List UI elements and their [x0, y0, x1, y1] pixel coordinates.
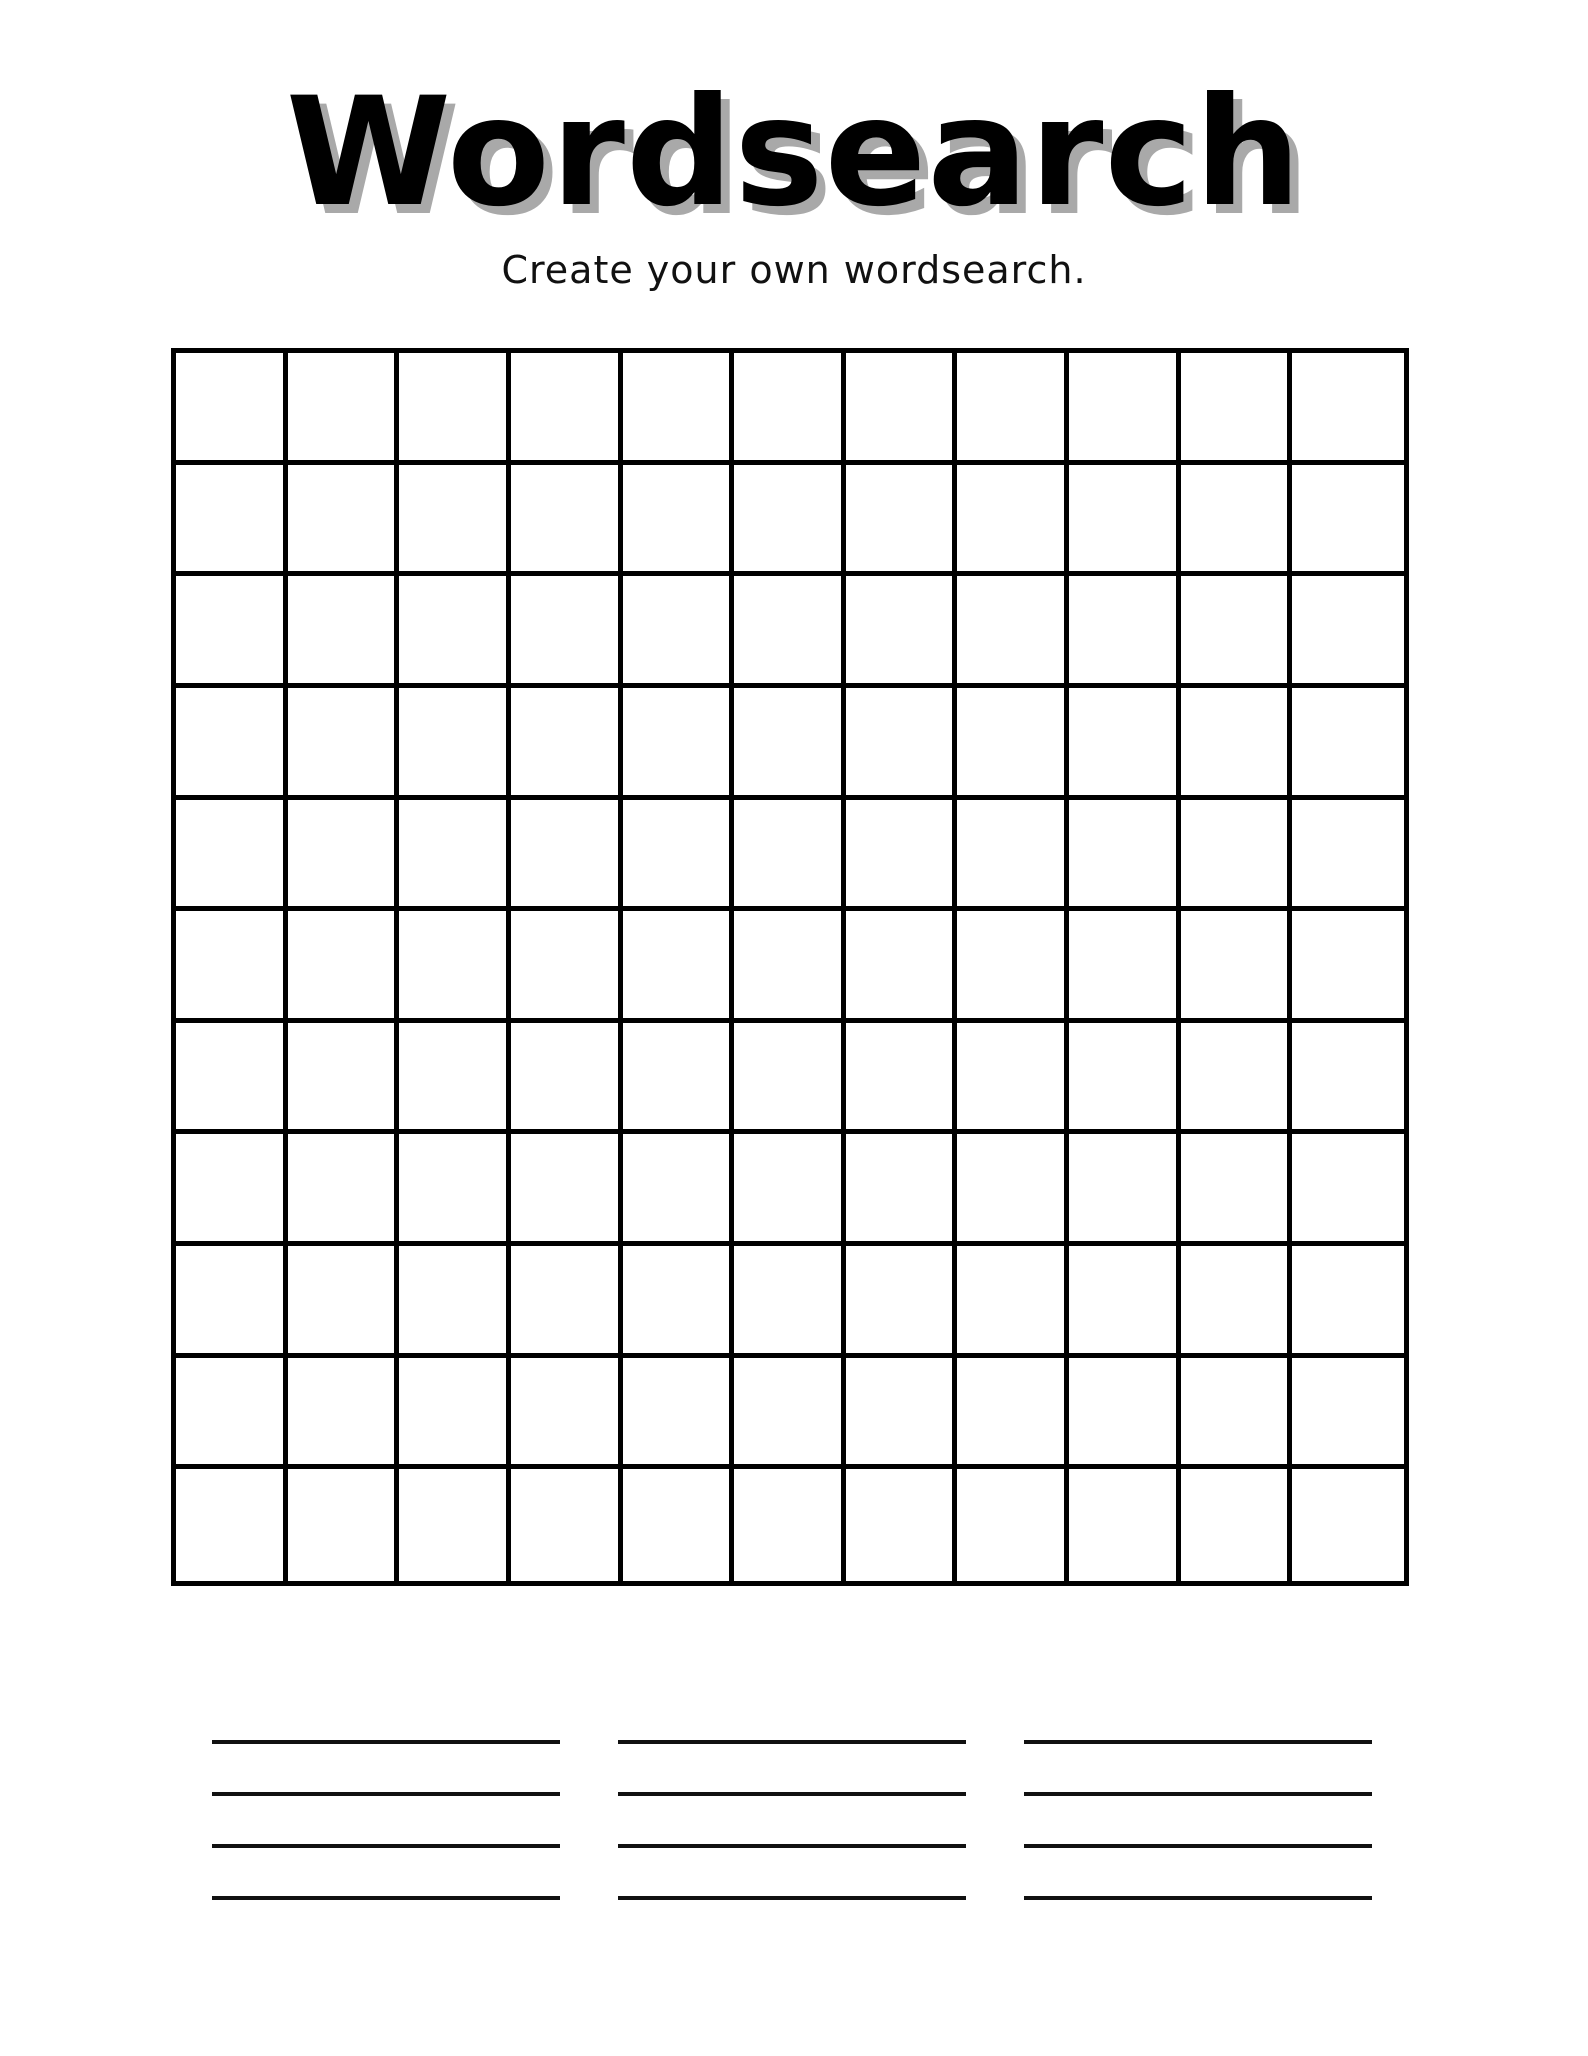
- grid-cell[interactable]: [176, 688, 288, 800]
- grid-cell[interactable]: [511, 1134, 623, 1246]
- grid-cell[interactable]: [288, 1023, 400, 1135]
- grid-cell[interactable]: [511, 1246, 623, 1358]
- grid-cell[interactable]: [288, 911, 400, 1023]
- grid-cell[interactable]: [734, 576, 846, 688]
- grid-cell[interactable]: [511, 1469, 623, 1581]
- grid-cell[interactable]: [1069, 800, 1181, 912]
- grid-cell[interactable]: [846, 353, 958, 465]
- page-subtitle: Create your own wordsearch.: [501, 248, 1087, 292]
- grid-cell[interactable]: [1292, 465, 1404, 577]
- word-blank-line[interactable]: [212, 1792, 560, 1796]
- grid-cell[interactable]: [1069, 576, 1181, 688]
- grid-cell[interactable]: [1292, 1134, 1404, 1246]
- word-list: [212, 1740, 1372, 1910]
- grid-cell[interactable]: [846, 1134, 958, 1246]
- grid-cell[interactable]: [176, 465, 288, 577]
- grid-cell[interactable]: [846, 911, 958, 1023]
- grid-cell[interactable]: [957, 800, 1069, 912]
- grid-cell[interactable]: [734, 353, 846, 465]
- word-blank-line[interactable]: [1024, 1844, 1372, 1848]
- grid-cell[interactable]: [623, 1246, 735, 1358]
- word-list-column: [1024, 1740, 1372, 1910]
- grid-cell[interactable]: [1181, 465, 1293, 577]
- word-blank-line[interactable]: [1024, 1792, 1372, 1796]
- grid-cell[interactable]: [1069, 1246, 1181, 1358]
- grid-cell[interactable]: [176, 576, 288, 688]
- grid-cell[interactable]: [1181, 1469, 1293, 1581]
- grid-cell[interactable]: [176, 1246, 288, 1358]
- word-blank-line[interactable]: [618, 1792, 966, 1796]
- grid-cell[interactable]: [623, 353, 735, 465]
- word-blank-line[interactable]: [212, 1844, 560, 1848]
- grid-cell[interactable]: [734, 465, 846, 577]
- grid-cell[interactable]: [957, 1358, 1069, 1470]
- grid-cell[interactable]: [623, 1469, 735, 1581]
- grid-cell[interactable]: [1181, 1246, 1293, 1358]
- grid-cell[interactable]: [1181, 1358, 1293, 1470]
- grid-cell[interactable]: [957, 353, 1069, 465]
- grid-cell[interactable]: [399, 576, 511, 688]
- grid-cell[interactable]: [399, 1246, 511, 1358]
- grid-cell[interactable]: [623, 688, 735, 800]
- word-blank-line[interactable]: [618, 1844, 966, 1848]
- word-blank-line[interactable]: [1024, 1896, 1372, 1900]
- grid-cell[interactable]: [1181, 576, 1293, 688]
- grid-cell[interactable]: [957, 911, 1069, 1023]
- grid-cell[interactable]: [957, 576, 1069, 688]
- grid-cell[interactable]: [511, 1023, 623, 1135]
- word-list-column: [212, 1740, 560, 1910]
- word-blank-line[interactable]: [212, 1896, 560, 1900]
- grid-cell[interactable]: [1181, 1023, 1293, 1135]
- word-blank-line[interactable]: [618, 1896, 966, 1900]
- grid-cell[interactable]: [1292, 1246, 1404, 1358]
- grid-cell[interactable]: [957, 1134, 1069, 1246]
- word-blank-line[interactable]: [212, 1740, 560, 1744]
- grid-cell[interactable]: [511, 465, 623, 577]
- grid-cell[interactable]: [1292, 688, 1404, 800]
- grid-cell[interactable]: [511, 353, 623, 465]
- word-list-column: [618, 1740, 966, 1910]
- grid-cell[interactable]: [734, 911, 846, 1023]
- grid-cell[interactable]: [511, 911, 623, 1023]
- grid-cell[interactable]: [623, 576, 735, 688]
- page-title: Wordsearch: [285, 66, 1303, 240]
- grid-cell[interactable]: [846, 800, 958, 912]
- grid-cell[interactable]: [623, 911, 735, 1023]
- grid-cell[interactable]: [1069, 688, 1181, 800]
- grid-cell[interactable]: [734, 688, 846, 800]
- grid-cell[interactable]: [957, 688, 1069, 800]
- grid-cell[interactable]: [734, 1134, 846, 1246]
- grid-cell[interactable]: [623, 1358, 735, 1470]
- grid-cell[interactable]: [1292, 1023, 1404, 1135]
- grid-cell[interactable]: [1292, 353, 1404, 465]
- grid-cell[interactable]: [288, 688, 400, 800]
- grid-cell[interactable]: [957, 1246, 1069, 1358]
- grid-cell[interactable]: [623, 1134, 735, 1246]
- grid-cell[interactable]: [288, 800, 400, 912]
- grid-cell[interactable]: [1069, 353, 1181, 465]
- grid-cell[interactable]: [288, 465, 400, 577]
- grid-cell[interactable]: [176, 1469, 288, 1581]
- grid-cell[interactable]: [957, 1469, 1069, 1581]
- grid-cell[interactable]: [399, 1023, 511, 1135]
- grid-cell[interactable]: [1181, 800, 1293, 912]
- grid-cell[interactable]: [399, 800, 511, 912]
- grid-cell[interactable]: [846, 1246, 958, 1358]
- grid-cell[interactable]: [623, 800, 735, 912]
- grid-cell[interactable]: [176, 353, 288, 465]
- grid-cell[interactable]: [399, 353, 511, 465]
- word-blank-line[interactable]: [1024, 1740, 1372, 1744]
- grid-cell[interactable]: [1292, 576, 1404, 688]
- grid-cell[interactable]: [288, 353, 400, 465]
- grid-cell[interactable]: [1069, 1134, 1181, 1246]
- grid-cell[interactable]: [511, 688, 623, 800]
- grid-cell[interactable]: [623, 465, 735, 577]
- grid-cell[interactable]: [1292, 1469, 1404, 1581]
- grid-cell[interactable]: [846, 688, 958, 800]
- grid-cell[interactable]: [288, 1358, 400, 1470]
- grid-cell[interactable]: [511, 1358, 623, 1470]
- grid-cell[interactable]: [288, 1246, 400, 1358]
- grid-cell[interactable]: [1181, 688, 1293, 800]
- grid-cell[interactable]: [957, 465, 1069, 577]
- grid-cell[interactable]: [1181, 1134, 1293, 1246]
- grid-cell[interactable]: [623, 1023, 735, 1135]
- grid-cell[interactable]: [399, 1134, 511, 1246]
- grid-cell[interactable]: [399, 911, 511, 1023]
- grid-cell[interactable]: [734, 800, 846, 912]
- grid-cell[interactable]: [176, 1358, 288, 1470]
- grid-cell[interactable]: [846, 1469, 958, 1581]
- grid-cell[interactable]: [1069, 1469, 1181, 1581]
- grid-cell[interactable]: [846, 1023, 958, 1135]
- grid-cell[interactable]: [511, 800, 623, 912]
- grid-cell[interactable]: [846, 465, 958, 577]
- grid-cell[interactable]: [176, 1023, 288, 1135]
- grid-cell[interactable]: [1069, 465, 1181, 577]
- grid-cell[interactable]: [399, 1358, 511, 1470]
- grid-cell[interactable]: [734, 1246, 846, 1358]
- grid-cell[interactable]: [1069, 911, 1181, 1023]
- grid-cell[interactable]: [1069, 1358, 1181, 1470]
- grid-cell[interactable]: [288, 576, 400, 688]
- grid-cell[interactable]: [734, 1358, 846, 1470]
- grid-cell[interactable]: [176, 911, 288, 1023]
- grid-cell[interactable]: [734, 1023, 846, 1135]
- grid-cell[interactable]: [1292, 1358, 1404, 1470]
- grid-cell[interactable]: [399, 688, 511, 800]
- grid-cell[interactable]: [1181, 353, 1293, 465]
- grid-cell[interactable]: [1292, 800, 1404, 912]
- grid-cell[interactable]: [399, 1469, 511, 1581]
- word-blank-line[interactable]: [618, 1740, 966, 1744]
- grid-cell[interactable]: [734, 1469, 846, 1581]
- grid-cell[interactable]: [176, 1134, 288, 1246]
- grid-cell[interactable]: [1069, 1023, 1181, 1135]
- grid-cell[interactable]: [846, 576, 958, 688]
- grid-cell[interactable]: [176, 800, 288, 912]
- grid-cell[interactable]: [511, 576, 623, 688]
- grid-cell[interactable]: [957, 1023, 1069, 1135]
- grid-cell[interactable]: [288, 1134, 400, 1246]
- grid-cell[interactable]: [1292, 911, 1404, 1023]
- wordsearch-grid: [171, 348, 1409, 1586]
- grid-cell[interactable]: [399, 465, 511, 577]
- grid-cell[interactable]: [846, 1358, 958, 1470]
- grid-cell[interactable]: [1181, 911, 1293, 1023]
- grid-cell[interactable]: [288, 1469, 400, 1581]
